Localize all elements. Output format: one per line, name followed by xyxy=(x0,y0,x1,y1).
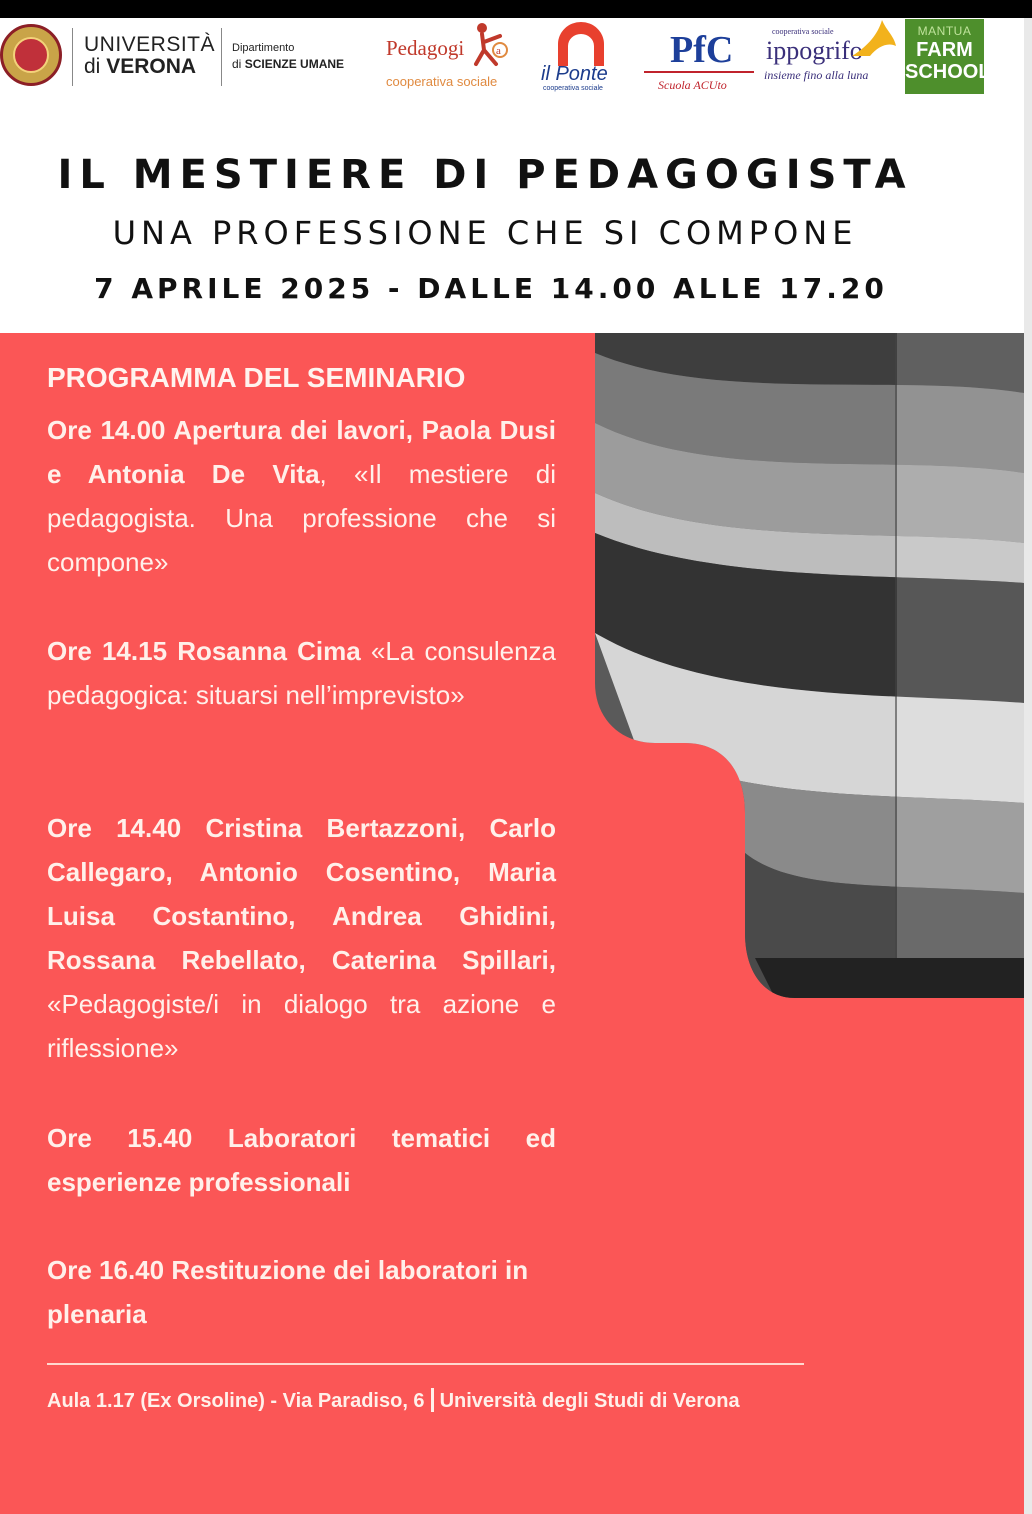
farm-school-line2: FARM xyxy=(916,39,973,61)
venue-location: Aula 1.17 (Ex Orsoline) - Via Paradiso, 6 xyxy=(47,1390,425,1412)
farm-school-line1: MANTUA xyxy=(917,24,972,38)
university-seal-logo xyxy=(0,24,62,86)
il-ponte-logo-name: il Ponte xyxy=(541,63,608,85)
ippogrifo-wing-icon xyxy=(848,16,898,60)
programme-item xyxy=(47,806,556,1070)
programme-item xyxy=(47,629,556,717)
department-line2 xyxy=(232,57,344,71)
programme-item-speaker: Ore 14.40 Cristina Bertazzoni, Carlo Callegaro, Antonio Cosentino, Maria Luisa Costantino, Andrea Ghidini, Rossana Rebellato, Caterina Spillari, xyxy=(47,813,556,975)
farm-school-line3: SCHOOL xyxy=(905,61,991,83)
poster-title: IL MESTIERE DI PEDAGOGISTA xyxy=(57,152,913,198)
ippogrifo-logo-tagline: insieme fino alla luna xyxy=(764,68,869,82)
programme-item-topic: «Pedagogiste/i in dialogo tra azione e riflessione» xyxy=(47,989,556,1063)
university-name-prefix: di xyxy=(84,55,101,78)
poster-subtitle: UNA PROFESSIONE CHE SI COMPONE xyxy=(112,214,858,252)
department-prefix: di xyxy=(232,57,242,71)
footer-separator xyxy=(431,1388,434,1412)
programme-item-topic: «La consulenza pedagogica: situarsi nell’imprevisto» xyxy=(47,636,556,710)
venue-footer xyxy=(47,1388,740,1413)
logo-divider xyxy=(72,28,73,86)
pfc-school-name: Scuola ACUto xyxy=(658,78,727,92)
pfc-monogram-logo xyxy=(640,22,758,82)
programme-item-speaker: Ore 14.00 Apertura dei lavori, Paola Dusi e Antonia De Vita xyxy=(47,415,556,489)
decorative-wave-graphic xyxy=(595,333,1024,998)
mantua-farm-school-logo xyxy=(905,19,991,94)
pfc-monogram-text: PfC xyxy=(670,29,734,71)
programme-item-speaker: Ore 16.40 Restituzione dei laboratori in plenaria xyxy=(47,1255,529,1329)
footer-divider xyxy=(47,1363,804,1365)
programme-item xyxy=(47,1248,556,1336)
svg-text:a: a xyxy=(496,45,501,57)
programme-heading: PROGRAMMA DEL SEMINARIO xyxy=(47,362,466,393)
department-name: SCIENZE UMANE xyxy=(244,57,345,71)
university-name-line1: UNIVERSITÀ xyxy=(84,33,216,56)
logo-divider xyxy=(221,28,222,86)
department-line1: Dipartimento xyxy=(232,42,295,54)
pedagogika-logo-name: Pedagogi xyxy=(386,36,465,60)
il-ponte-logo-tagline: cooperativa sociale xyxy=(543,85,603,92)
university-name-line2 xyxy=(84,56,196,78)
pedagogika-logo-tagline: cooperativa sociale xyxy=(386,74,498,89)
university-name-city: VERONA xyxy=(106,55,197,78)
seal-emblem-icon xyxy=(13,37,49,73)
programme-item xyxy=(47,408,556,584)
programme-item-speaker: Ore 14.15 Rosanna Cima xyxy=(47,636,361,666)
programme-item xyxy=(47,1116,556,1204)
programme-item-speaker: Ore 15.40 Laboratori tematici ed esperienze professionali xyxy=(47,1123,556,1197)
venue-institution: Università degli Studi di Verona xyxy=(439,1390,740,1412)
event-date: 7 APRILE 2025 - DALLE 14.00 ALLE 17.20 xyxy=(94,272,888,305)
pedagogika-figure-icon xyxy=(470,20,514,68)
ippogrifo-logo-name: ippogrifo xyxy=(766,36,863,65)
ippogrifo-kicker: cooperativa sociale xyxy=(772,27,834,36)
poster-edge xyxy=(1024,18,1032,1514)
programme-item-topic: , «Il mestiere di pedagogista. Una professione che si compone» xyxy=(47,459,556,577)
il-ponte-arch-icon xyxy=(556,22,606,66)
